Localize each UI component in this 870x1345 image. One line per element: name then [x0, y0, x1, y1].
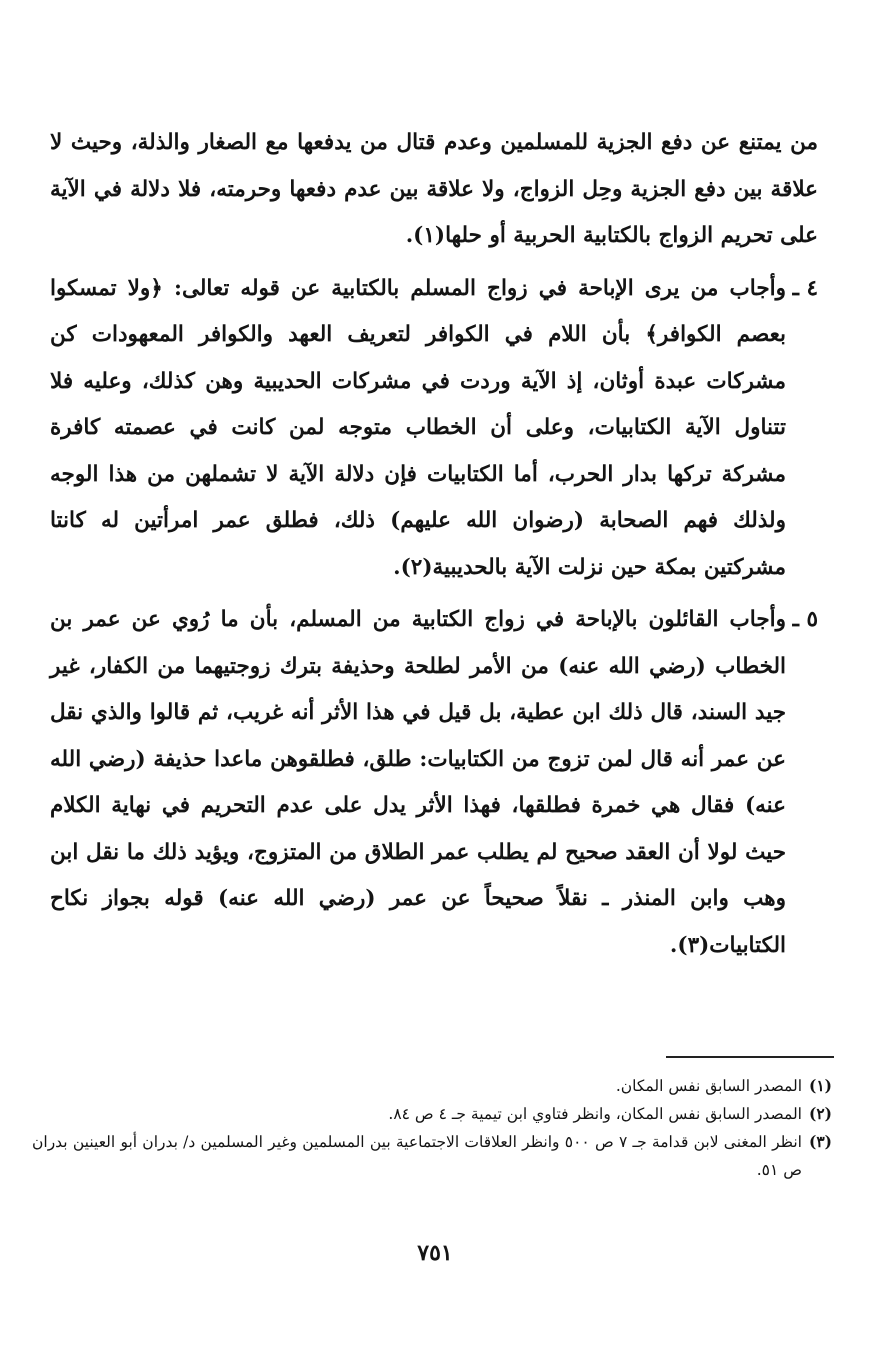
- footnote-text: المصدر السابق نفس المكان.: [615, 1077, 802, 1095]
- intro-paragraph: من يمتنع عن دفع الجزية للمسلمين وعدم قتال من يدفعها مع الصغار والذلة، وحيث لا علاقة بين دفع الجزية وحِل الزواج، ولا علاقة بين عدم دفعها وحرمته، فلا دلالة في الآية على تحريم الزواج بالكتابية الحربية أو حلها(١).: [50, 130, 818, 248]
- list-item-5: [50, 597, 818, 969]
- footnote-divider: [666, 1056, 834, 1058]
- footnote-text: المصدر السابق نفس المكان، وانظر فتاوي ابن تيمية جـ ٤ ص ٨٤.: [388, 1105, 802, 1123]
- item-text: وأجاب من يرى الإباحة في زواج المسلم بالكتابية عن قوله تعالى: ﴿ولا تمسكوا بعصم الكوافر﴾ بأن اللام في الكوافر لتعريف العهد والكوافر المعهودات كن مشركات عبدة أوثان، إذ الآية وردت في مشركات الحديبية وهن كذلك، وعليه فلا تتناول الآية الكتابيات، وعلى أن الخطاب متوجه لمن كانت في عصمته كافرة مشركة تركها بدار الحرب، أما الكتابيات فإن دلالة الآية لا تشملهن من هذا الوجه ولذلك فهم الصحابة (رضوان الله عليهم) ذلك، فطلق عمر امرأتين له كانتا مشركتين بمكة حين نزلت الآية بالحديبية(٢).: [50, 275, 786, 580]
- footnote-2: [32, 1100, 832, 1128]
- page-number: ٧٥١: [417, 1240, 453, 1266]
- item-number: ٤ ـ: [792, 275, 818, 301]
- footnotes: [32, 1072, 832, 1184]
- footnote-number: (٣): [808, 1132, 832, 1151]
- main-text: [50, 120, 818, 975]
- list-item-4: [50, 266, 818, 592]
- footnote-number: (١): [808, 1076, 832, 1095]
- item-number: ٥ ـ: [792, 607, 818, 632]
- footnote-1: [32, 1072, 832, 1100]
- footnote-3: [32, 1128, 832, 1184]
- footnote-number: (٢): [808, 1104, 832, 1123]
- footnote-text: انظر المغنى لابن قدامة جـ ٧ ص ٥٠٠ وانظر العلاقات الاجتماعية بين المسلمين وغير المسلمين د/ بدران أبو العينين بدران ص ٥١.: [32, 1133, 802, 1179]
- item-text: وأجاب القائلون بالإباحة في زواج الكتابية من المسلم، بأن ما رُوي عن عمر بن الخطاب (رضي الله عنه) من الأمر لطلحة وحذيفة بترك زوجتيهما من الكفار، غير جيد السند، قال ذلك ابن عطية، بل قيل في هذا الأثر أنه غريب، ثم قالوا والذي نقل عن عمر أنه قال لمن تزوج من الكتابيات: طلق، فطلقوهن ماعدا حذيفة (رضي الله عنه) فقال هي خمرة فطلقها، فهذا الأثر يدل على عدم التحريم في نهاية الكلام حيث لولا أن العقد صحيح لم يطلب عمر الطلاق من المتزوج، ويؤيد ذلك ما نقل ابن وهب وابن المنذر ـ نقلاً صحيحاً عن عمر (رضي الله عنه) قوله بجواز نكاح الكتابيات(٣).: [50, 607, 786, 958]
